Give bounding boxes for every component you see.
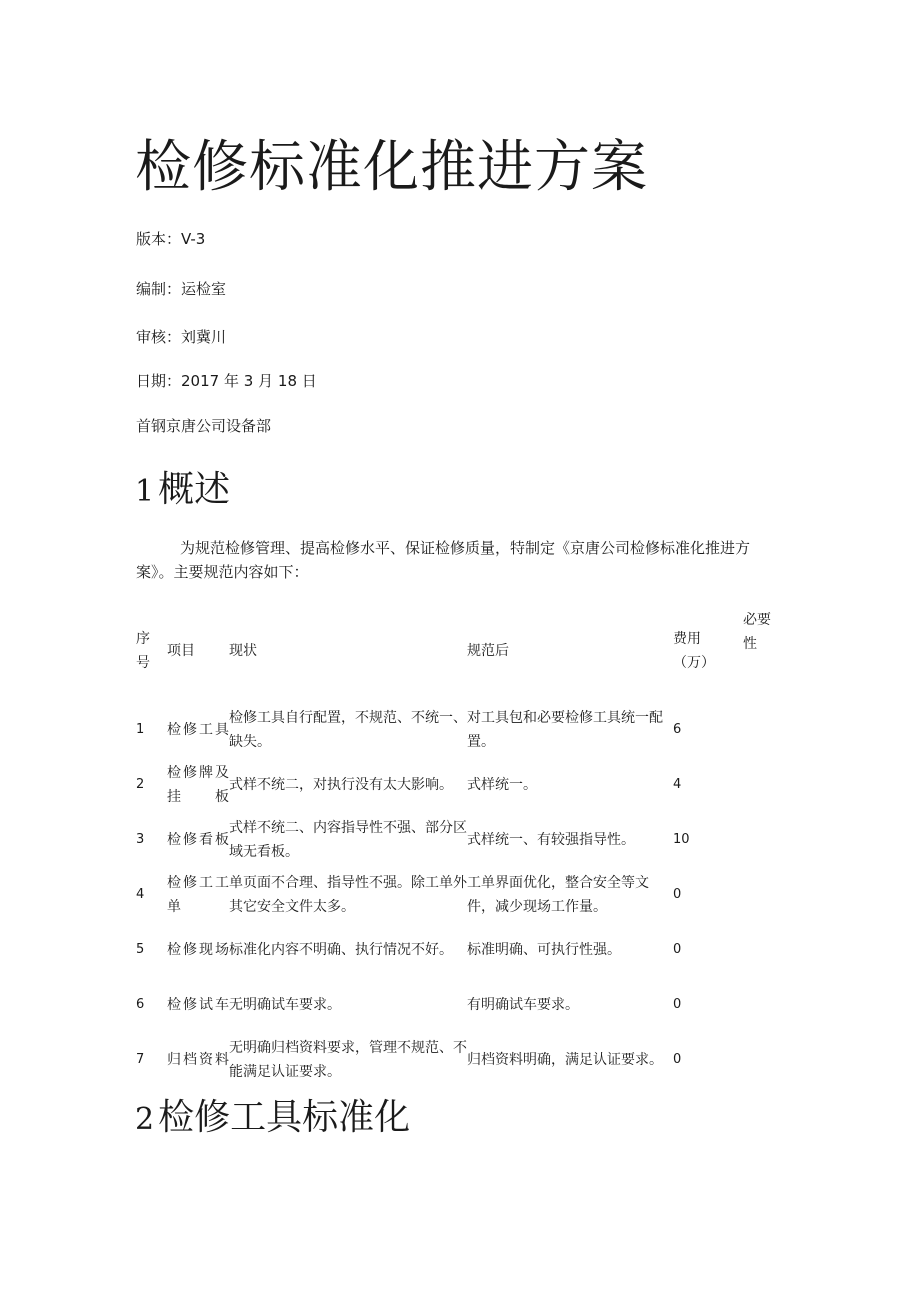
row-no: 3 <box>136 831 145 847</box>
header-necessity: 必要性 <box>743 612 771 652</box>
meta-editor: 编制：运检室 <box>136 280 227 298</box>
row-fee: 0 <box>673 886 682 902</box>
standardization-table <box>133 600 783 1087</box>
meta-version: 版本：V-3 <box>136 230 206 248</box>
row-no: 1 <box>136 721 145 737</box>
row-after: 工单界面优化，整合安全等文件，减少现场工作量。 <box>467 874 649 915</box>
row-necessity <box>743 977 783 1032</box>
section-heading-tools: 2 检修工具标准化 <box>135 1097 411 1138</box>
table-row <box>133 977 783 1032</box>
row-fee: 4 <box>673 776 682 792</box>
row-item: 检修工具 <box>167 721 229 738</box>
table-header-row <box>133 600 783 702</box>
row-necessity <box>743 702 783 757</box>
row-no: 7 <box>136 1051 145 1067</box>
row-current: 无明确试车要求。 <box>229 996 341 1013</box>
row-current: 单页面不合理、指导性不强。除工单外其它安全文件太多。 <box>229 874 467 915</box>
row-item: 检修牌及挂板 <box>167 764 229 805</box>
row-necessity <box>743 922 783 977</box>
table-row <box>133 812 783 867</box>
header-current: 现状 <box>229 643 257 659</box>
row-item: 检修工工单 <box>167 874 229 915</box>
row-necessity <box>743 867 783 922</box>
document-title: 检修标准化推进方案 <box>135 135 648 200</box>
section-heading-overview: 1 概述 <box>135 469 231 510</box>
table-row <box>133 922 783 977</box>
table-row <box>133 702 783 757</box>
row-after: 式样统一。 <box>467 776 537 793</box>
header-item: 项目 <box>167 643 195 659</box>
row-current: 标准化内容不明确、执行情况不好。 <box>229 941 453 958</box>
intro-paragraph: 为规范检修管理、提高检修水平、保证检修质量，特制定《京唐公司检修标准化推进方案》。主要规范内容如下： <box>136 539 751 581</box>
row-fee: 10 <box>673 831 690 847</box>
row-item: 检修现场 <box>167 941 229 958</box>
row-fee: 0 <box>673 941 682 957</box>
row-fee: 0 <box>673 996 682 1012</box>
row-after: 对工具包和必要检修工具统一配置。 <box>467 709 663 750</box>
row-no: 6 <box>136 996 145 1012</box>
header-no: 序号 <box>136 631 150 671</box>
meta-department: 首钢京唐公司设备部 <box>136 417 272 435</box>
row-necessity <box>743 812 783 867</box>
row-item: 归档资料 <box>167 1051 229 1068</box>
meta-date: 日期：2017 年 3 月 18 日 <box>136 372 317 390</box>
row-current: 无明确归档资料要求，管理不规范、不能满足认证要求。 <box>229 1039 467 1080</box>
row-no: 2 <box>136 776 145 792</box>
header-fee: 费用（万） <box>673 631 715 671</box>
row-after: 有明确试车要求。 <box>467 996 579 1013</box>
row-current: 式样不统二、内容指导性不强、部分区域无看板。 <box>229 819 467 860</box>
row-item: 检修试车 <box>167 996 229 1013</box>
table-row <box>133 1032 783 1087</box>
row-no: 4 <box>136 886 145 902</box>
row-current: 检修工具自行配置，不规范、不统一、缺失。 <box>229 709 467 750</box>
row-fee: 0 <box>673 1051 682 1067</box>
row-fee: 6 <box>673 721 682 737</box>
row-necessity <box>743 757 783 812</box>
header-after: 规范后 <box>467 643 509 659</box>
row-after: 归档资料明确，满足认证要求。 <box>467 1051 663 1068</box>
table-row <box>133 867 783 922</box>
row-current: 式样不统二，对执行没有太大影响。 <box>229 776 453 793</box>
row-after: 式样统一、有较强指导性。 <box>467 831 635 848</box>
row-after: 标准明确、可执行性强。 <box>467 941 621 958</box>
row-no: 5 <box>136 941 145 957</box>
meta-reviewer: 审核：刘冀川 <box>136 328 227 346</box>
row-item: 检修看板 <box>167 831 229 848</box>
row-necessity <box>743 1032 783 1087</box>
table-row <box>133 757 783 812</box>
